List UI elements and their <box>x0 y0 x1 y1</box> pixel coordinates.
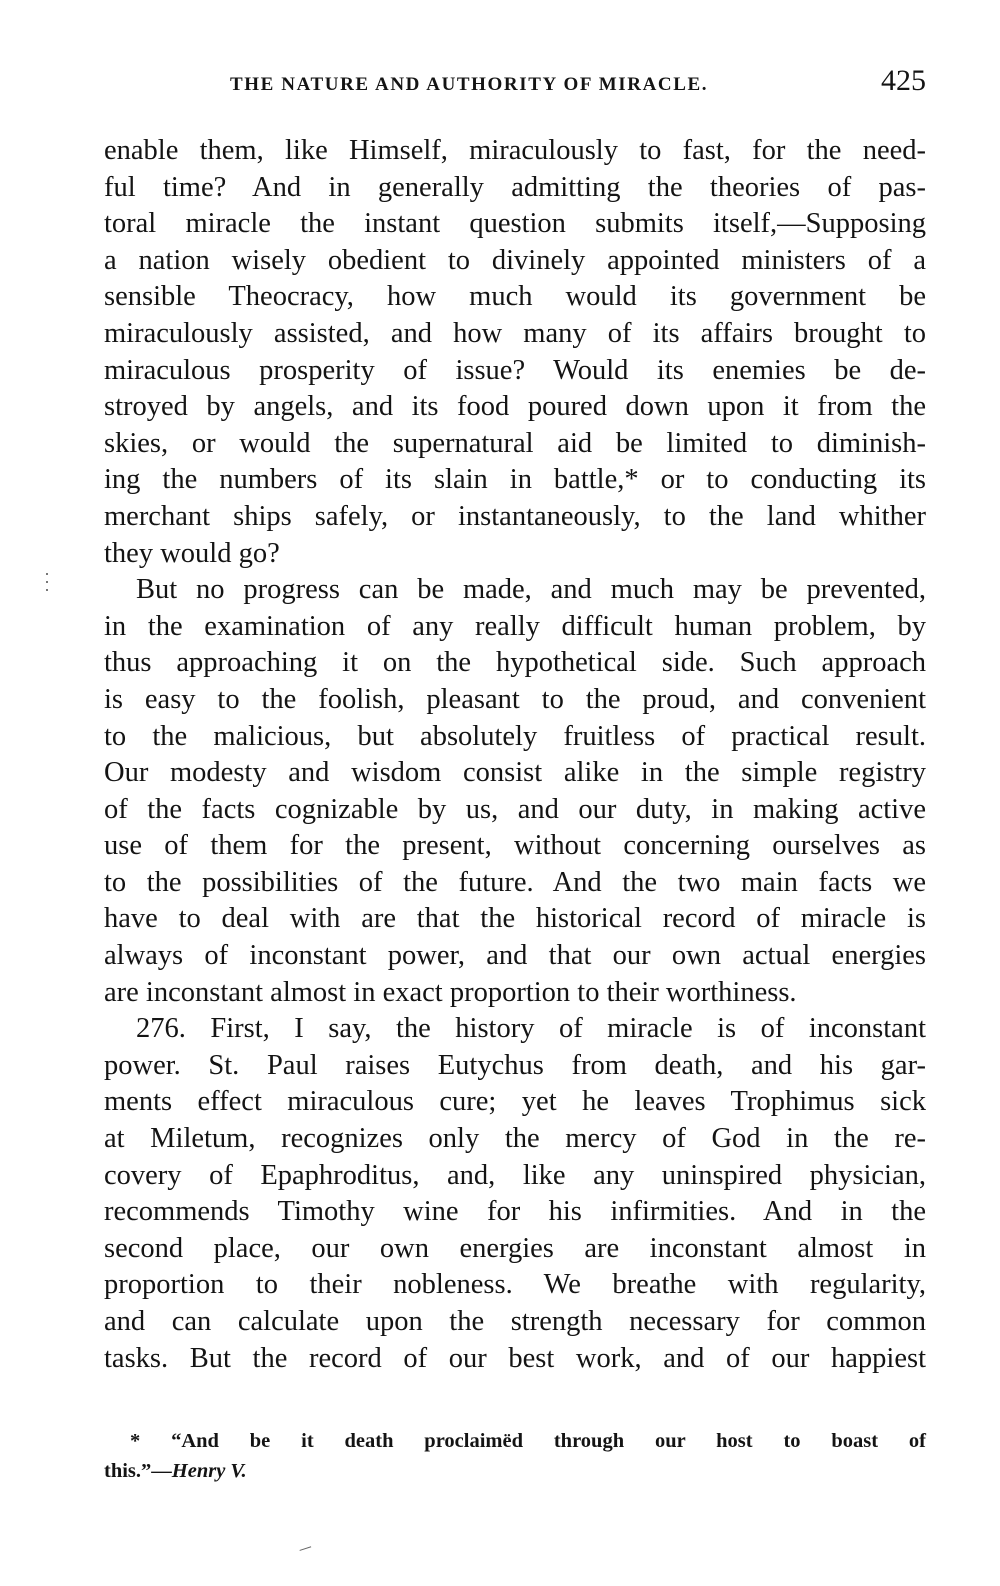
text-line: to the malicious, but absolutely fruitless of practical result. <box>104 720 926 752</box>
running-head <box>104 64 926 108</box>
speck <box>46 581 48 583</box>
text-line: ful time? And in generally admitting the theories of pas- <box>104 171 926 203</box>
text-line: miraculous prosperity of issue? Would its enemies be de- <box>104 354 926 386</box>
text-line: thus approaching it on the hypothetical side. Such approach <box>104 647 926 679</box>
text-line: miraculously assisted, and how many of its affairs brought to <box>104 317 926 349</box>
footnote <box>104 1426 926 1486</box>
text-line: skies, or would the supernatural aid be limited to diminish- <box>104 427 926 459</box>
footnote-line: * “And be it death proclaimëd through our host to boast of <box>130 1430 926 1452</box>
text-line: ing the numbers of its slain in battle,* or to conducting its <box>104 464 926 496</box>
text-line: enable them, like Himself, miraculously to fast, for the need- <box>104 135 926 166</box>
text-line: always of inconstant power, and that our own actual energies <box>104 940 926 972</box>
running-title: THE NATURE AND AUTHORITY OF MIRACLE. <box>230 74 709 95</box>
text-line: use of them for the present, without concerning ourselves as <box>104 830 926 862</box>
text-line: Our modesty and wisdom consist alike in the simple registry <box>104 757 926 789</box>
text-line: ments effect miraculous cure; yet he leaves Trophimus sick <box>104 1086 926 1118</box>
text-line: proportion to their nobleness. We breathe with regularity, <box>104 1269 926 1301</box>
text-line: in the examination of any really difficult human problem, by <box>104 610 926 642</box>
footnote-line <box>104 1456 926 1486</box>
text-line: merchant ships safely, or instantaneously, to the land whither <box>104 500 926 532</box>
body-text <box>104 133 926 1377</box>
text-line: a nation wisely obedient to divinely appointed ministers of a <box>104 244 926 276</box>
text-line: covery of Epaphroditus, and, like any uninspired physician, <box>104 1159 926 1191</box>
text-line: second place, our own energies are inconstant almost in <box>104 1232 926 1264</box>
paragraph-start-line: But no progress can be made, and much may be prevented, <box>136 574 926 606</box>
text-line: stroyed by angels, and its food poured down upon it from the <box>104 391 926 423</box>
text-line: sensible Theocracy, how much would its government be <box>104 281 926 313</box>
speck <box>46 589 48 591</box>
text-line: to the possibilities of the future. And the two main facts we <box>104 866 926 898</box>
paragraph-start-line: 276. First, I say, the history of miracle is of inconstant <box>136 1013 926 1045</box>
footnote-text: this.”— <box>104 1460 172 1482</box>
text-line: is easy to the foolish, pleasant to the proud, and convenient <box>104 683 926 715</box>
page-number: 425 <box>881 64 926 97</box>
text-line: are inconstant almost in exact proportion to their worthiness. <box>104 976 797 1008</box>
text-line: toral miracle the instant question submits itself,—Supposing <box>104 208 926 240</box>
text-line: of the facts cognizable by us, and our duty, in making active <box>104 793 926 825</box>
text-line: tasks. But the record of our best work, and of our happiest <box>104 1342 926 1374</box>
footnote-source: Henry V. <box>171 1460 247 1482</box>
speck <box>46 573 48 575</box>
text-line: recommends Timothy wine for his infirmities. And in the <box>104 1196 926 1228</box>
margin-specks <box>46 573 50 603</box>
text-line: at Miletum, recognizes only the mercy of God in the re- <box>104 1123 926 1155</box>
text-line: and can calculate upon the strength necessary for common <box>104 1306 926 1337</box>
text-line: have to deal with are that the historical record of miracle is <box>104 903 926 935</box>
ink-mark <box>300 1546 313 1554</box>
text-line: they would go? <box>104 537 280 569</box>
text-line: power. St. Paul raises Eutychus from death, and his gar- <box>104 1049 926 1081</box>
